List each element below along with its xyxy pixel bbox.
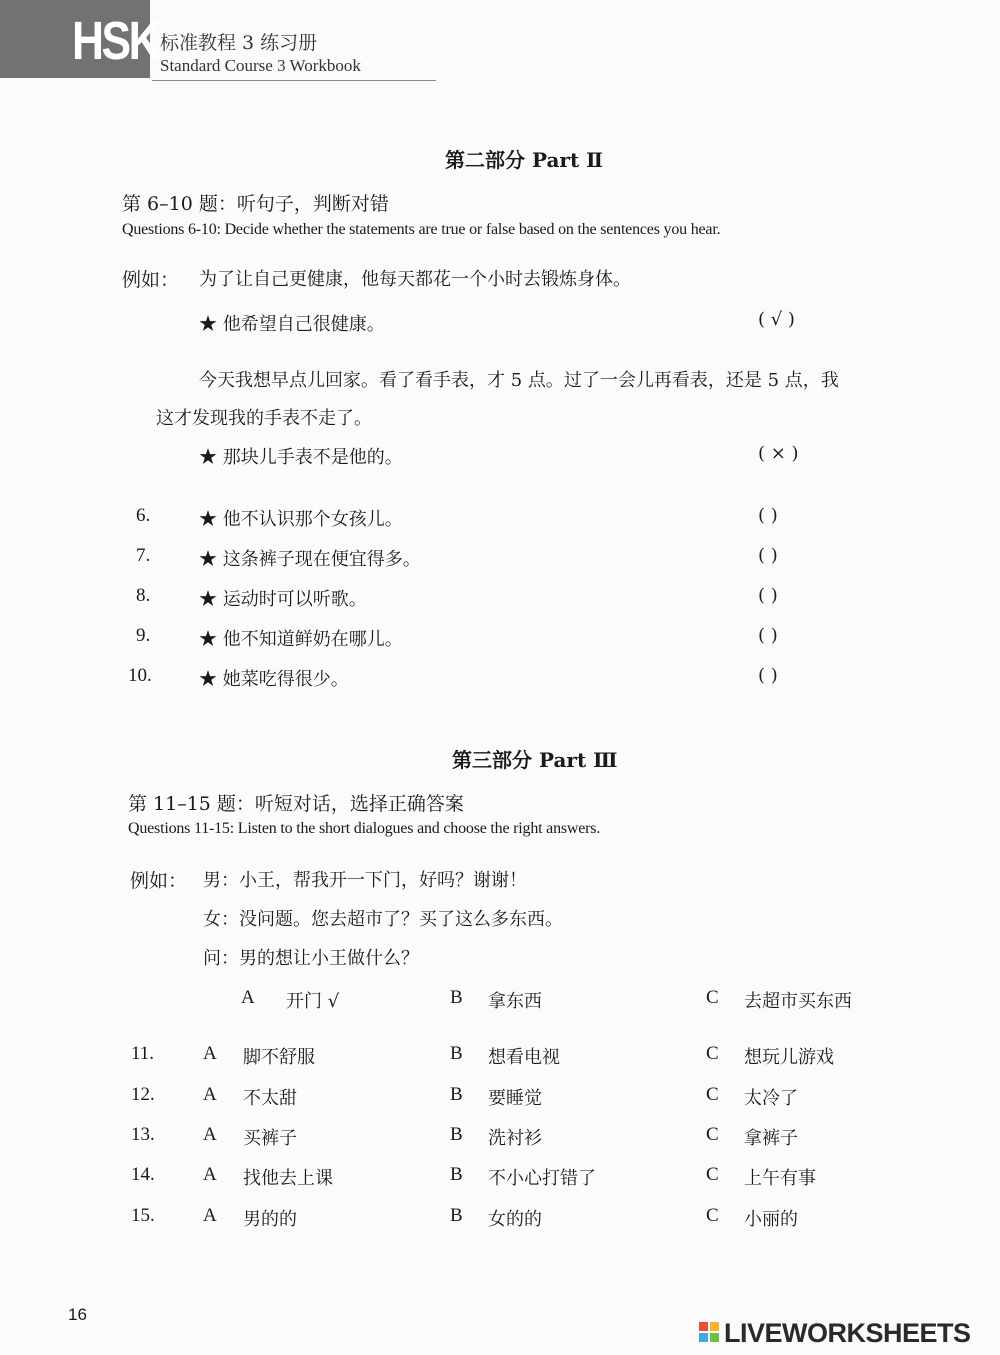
example2-statement: ★ 那块儿手表不是他的。	[199, 447, 403, 468]
hsk-logo: HSK	[72, 11, 159, 71]
option-a[interactable]: 买裤子	[243, 1128, 297, 1149]
example-label: 例如：	[122, 269, 180, 291]
example-sentence: 为了让自己更健康，他每天都花一个小时去锻炼身体。	[199, 269, 631, 290]
option-letter-b: B	[450, 1164, 463, 1185]
question-number: 11.	[131, 1043, 155, 1064]
question-number: 12.	[131, 1084, 155, 1105]
option-a[interactable]: 不太甜	[243, 1088, 297, 1109]
part2-title: 第二部分 Part Ⅱ	[445, 148, 604, 172]
example-option-b: 拿东西	[488, 991, 542, 1012]
option-letter-c: C	[706, 1124, 719, 1145]
question-statement: ★ 这条裤子现在便宜得多。	[199, 549, 421, 570]
option-c[interactable]: 小丽的	[744, 1209, 798, 1230]
dialogue-line-woman: 女：没问题。您去超市了？买了这么多东西。	[203, 909, 563, 930]
option-letter-b: B	[450, 1084, 463, 1105]
option-b[interactable]: 女的的	[488, 1209, 542, 1230]
example-label: 例如：	[130, 870, 188, 892]
option-letter-b: B	[450, 1205, 463, 1226]
question-number: 6.	[136, 505, 151, 526]
question-statement: ★ 运动时可以听歌。	[199, 589, 367, 610]
option-letter-c: C	[706, 1205, 719, 1226]
option-letter-a: A	[203, 1205, 217, 1226]
option-b[interactable]: 想看电视	[488, 1047, 560, 1068]
option-c[interactable]: 上午有事	[744, 1168, 816, 1189]
answer-box[interactable]: ( )	[758, 505, 778, 526]
option-b[interactable]: 要睡觉	[488, 1088, 542, 1109]
liveworksheets-text: LIVEWORKSHEETS	[724, 1318, 971, 1348]
dialogue-question: 问：男的想让小王做什么？	[203, 948, 419, 969]
page-number: 16	[68, 1305, 87, 1324]
part2-instruction-cn: 第 6–10 题：听句子，判断对错	[122, 193, 389, 215]
answer-box[interactable]: ( )	[758, 625, 778, 646]
example2-passage-line1: 今天我想早点儿回家。看了看手表，才 5 点。过了一会儿再看表，还是 5 点，我	[199, 370, 839, 391]
option-letter-a: A	[241, 987, 255, 1008]
option-a[interactable]: 找他去上课	[243, 1168, 333, 1189]
liveworksheets-icon	[698, 1321, 720, 1343]
option-letter-a: A	[203, 1124, 217, 1145]
question-number: 8.	[136, 585, 151, 606]
part3-instruction-en: Questions 11-15: Listen to the short dialogues and choose the right answers.	[128, 820, 601, 837]
option-letter-c: C	[706, 1043, 719, 1064]
example2-passage-line2: 这才发现我的手表不走了。	[156, 408, 372, 429]
option-letter-c: C	[706, 1164, 719, 1185]
question-statement: ★ 他不认识那个女孩儿。	[199, 509, 403, 530]
question-number: 14.	[131, 1164, 155, 1185]
option-letter-b: B	[450, 1124, 463, 1145]
option-b[interactable]: 不小心打错了	[488, 1168, 596, 1189]
example-statement: ★ 他希望自己很健康。	[199, 314, 385, 335]
example2-answer-box: ( × )	[758, 443, 799, 464]
option-c[interactable]: 拿裤子	[744, 1128, 798, 1149]
part3-title: 第三部分 Part Ⅲ	[452, 748, 618, 772]
question-statement: ★ 她菜吃得很少。	[199, 669, 349, 690]
book-title-cn: 标准教程 3 练习册	[160, 32, 318, 54]
example-option-c: 去超市买东西	[744, 991, 852, 1012]
answer-box[interactable]: ( )	[758, 545, 778, 566]
question-number: 10.	[128, 665, 152, 686]
option-letter-a: A	[203, 1084, 217, 1105]
question-number: 9.	[136, 625, 151, 646]
question-statement: ★ 他不知道鲜奶在哪儿。	[199, 629, 403, 650]
option-a[interactable]: 脚不舒服	[243, 1047, 315, 1068]
example-answer-box: ( √ )	[758, 309, 795, 330]
option-c[interactable]: 太冷了	[744, 1088, 798, 1109]
part2-instruction-en: Questions 6-10: Decide whether the statements are true or false based on the sentences you hear.	[122, 221, 721, 238]
option-letter-a: A	[203, 1043, 217, 1064]
option-c[interactable]: 想玩儿游戏	[744, 1047, 834, 1068]
dialogue-line-man: 男：小王，帮我开一下门，好吗？谢谢！	[203, 870, 527, 891]
header-rule	[152, 80, 436, 81]
option-b[interactable]: 洗衬衫	[488, 1128, 542, 1149]
question-number: 15.	[131, 1205, 155, 1226]
option-a[interactable]: 男的的	[243, 1209, 297, 1230]
book-title-en: Standard Course 3 Workbook	[160, 56, 361, 75]
answer-box[interactable]: ( )	[758, 665, 778, 686]
part3-instruction-cn: 第 11–15 题：听短对话，选择正确答案	[128, 793, 464, 815]
question-number: 7.	[136, 545, 151, 566]
option-letter-b: B	[450, 1043, 463, 1064]
question-number: 13.	[131, 1124, 155, 1145]
answer-box[interactable]: ( )	[758, 585, 778, 606]
example-option-a: 开门 √	[286, 991, 340, 1012]
option-letter-a: A	[203, 1164, 217, 1185]
option-letter-b: B	[450, 987, 463, 1008]
option-letter-c: C	[706, 1084, 719, 1105]
option-letter-c: C	[706, 987, 719, 1008]
